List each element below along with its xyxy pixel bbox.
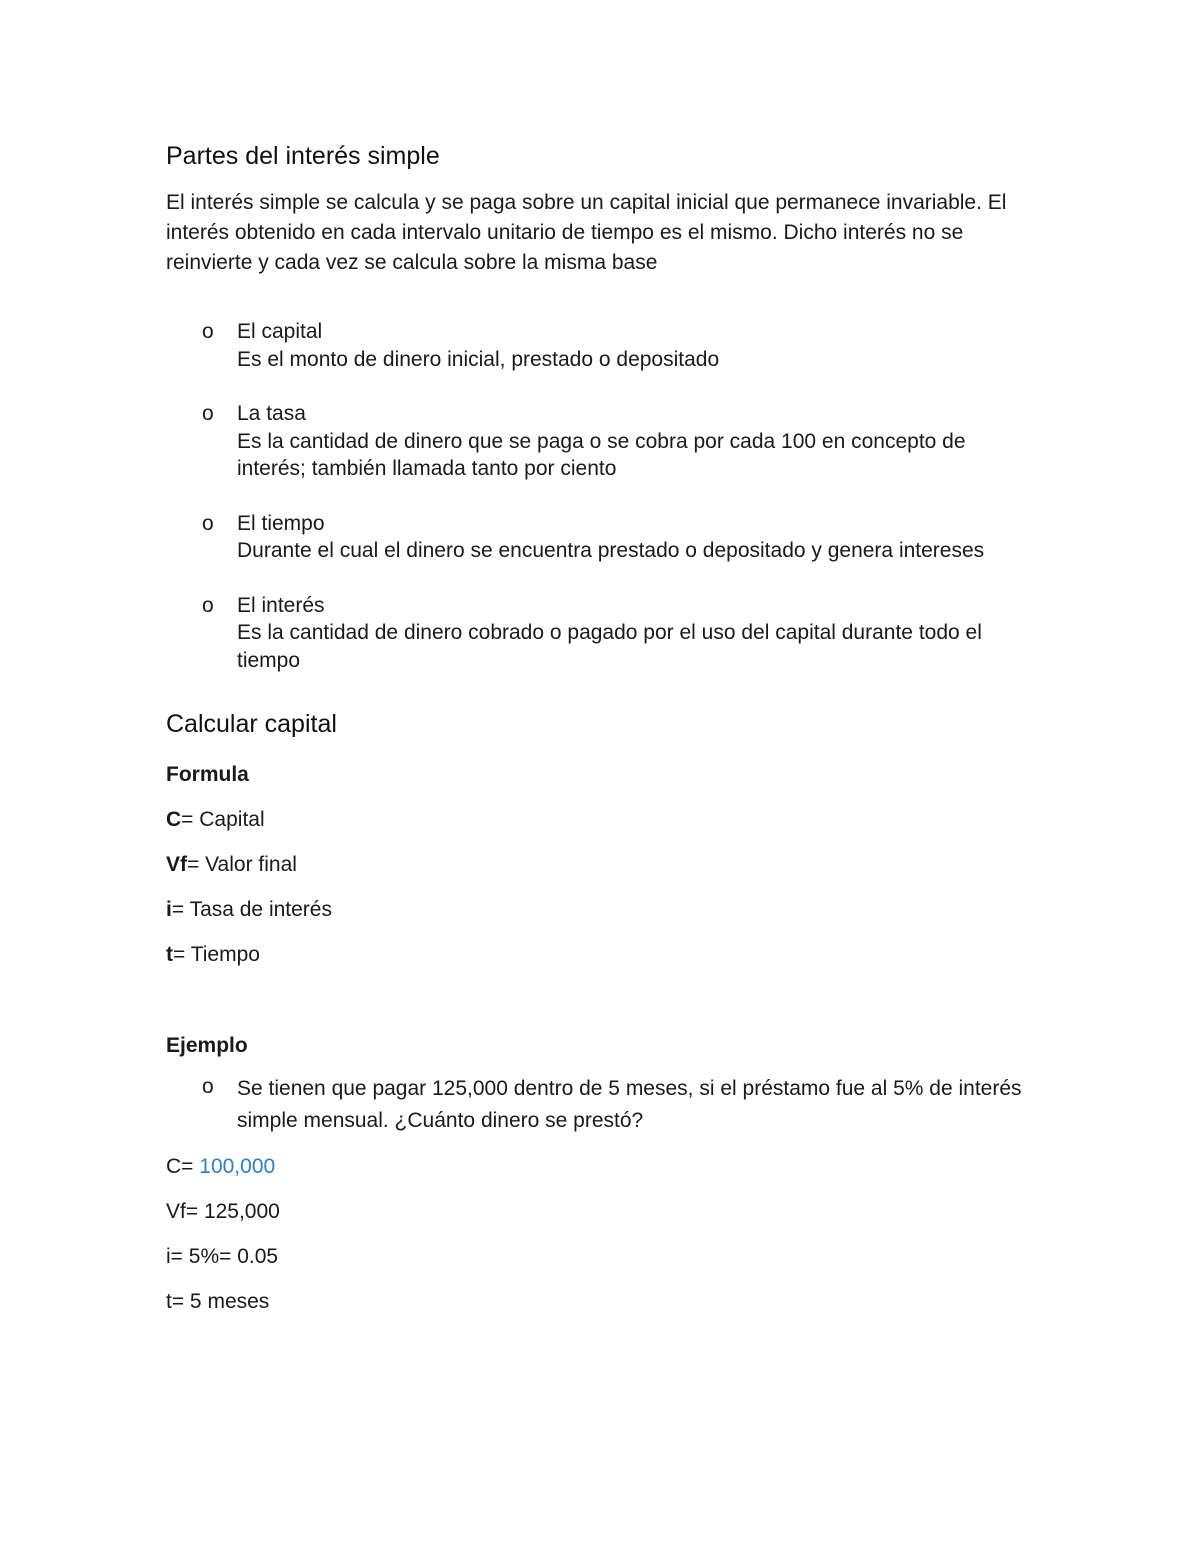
variable-text: = Tiempo xyxy=(173,943,260,966)
bullet-icon: o xyxy=(202,1075,214,1098)
list-item-description: Es el monto de dinero inicial, prestado o depositado xyxy=(237,347,720,371)
list-item xyxy=(166,592,1037,675)
formula-label: Formula xyxy=(166,763,249,786)
list-item-term: El tiempo xyxy=(237,511,325,535)
list-item xyxy=(166,318,1037,373)
variable-tiempo xyxy=(166,940,1046,970)
calcular-capital-section xyxy=(166,706,1046,1317)
bullet-icon: o xyxy=(202,320,214,343)
list-item-description: Es la cantidad de dinero que se paga o se cobra por cada 100 en concepto de interés; también llamada tanto por ciento xyxy=(237,429,966,480)
example-item xyxy=(166,1073,1037,1137)
variable-symbol: t xyxy=(166,943,173,966)
bullet-icon: o xyxy=(202,402,214,425)
result-capital-value: 100,000 xyxy=(199,1155,276,1178)
list-item xyxy=(166,510,1037,565)
list-item-description: Durante el cual el dinero se encuentra prestado o depositado y genera intereses xyxy=(237,539,985,562)
example-label: Ejemplo xyxy=(166,1034,248,1057)
example-list xyxy=(166,1073,1046,1137)
bullet-icon: o xyxy=(202,511,214,535)
bullet-icon: o xyxy=(202,593,214,617)
variable-text: = Valor final xyxy=(187,853,297,876)
variable-text: = Tasa de interés xyxy=(171,898,332,921)
list-item-term: El capital xyxy=(237,320,323,343)
variable-symbol: Vf xyxy=(166,853,187,876)
example-text: Se tienen que pagar 125,000 dentro de 5 meses, si el préstamo fue al 5% de interés simple mensual. ¿Cuánto dinero se prestó? xyxy=(237,1077,1022,1132)
result-capital-label: C= xyxy=(166,1155,200,1178)
variable-valor-final xyxy=(166,850,1046,880)
result-capital xyxy=(166,1152,1046,1182)
result-valor-final: Vf= 125,000 xyxy=(166,1200,280,1223)
intro-paragraph: El interés simple se calcula y se paga sobre un capital inicial que permanece invariable. El interés obtenido en cada intervalo unitario de tiempo es el mismo. Dicho interés no se reinvierte y cada vez se calcula sobre la misma base xyxy=(166,191,1007,274)
variable-capital xyxy=(166,805,1046,835)
list-item-term: El interés xyxy=(237,593,325,617)
section-title-calcular: Calcular capital xyxy=(166,710,337,738)
list-item-term: La tasa xyxy=(237,402,306,425)
section-title-partes: Partes del interés simple xyxy=(166,142,440,170)
parts-list xyxy=(166,318,1046,674)
variable-symbol: i xyxy=(166,898,172,921)
variable-symbol: C xyxy=(166,808,182,831)
result-tiempo: t= 5 meses xyxy=(166,1290,270,1313)
variable-tasa xyxy=(166,895,1046,925)
list-item-description: Es la cantidad de dinero cobrado o pagado por el uso del capital durante todo el tiempo xyxy=(237,621,982,672)
document-content xyxy=(166,138,1046,1317)
list-item xyxy=(166,400,1037,483)
result-tasa: i= 5%= 0.05 xyxy=(166,1245,279,1268)
variable-text: = Capital xyxy=(181,808,265,831)
